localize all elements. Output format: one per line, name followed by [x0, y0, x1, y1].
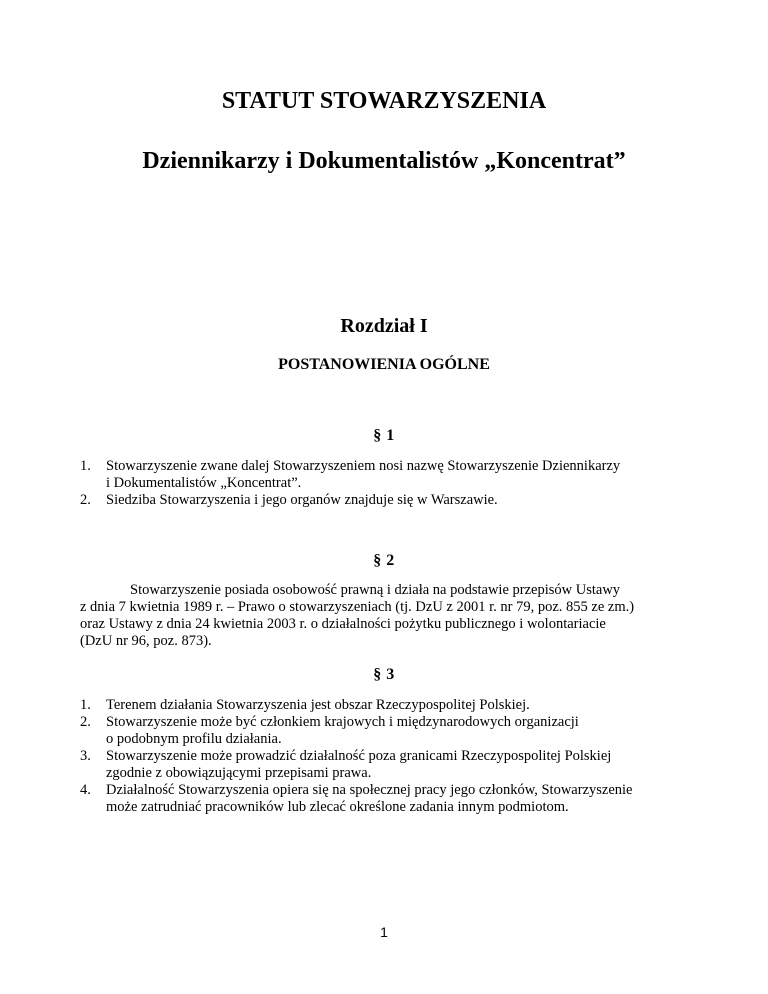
paragraph-2-heading: § 2 [373, 552, 395, 569]
list-item-number: 3. [80, 748, 91, 764]
list-item-line: zgodnie z obowiązującymi przepisami prawa. [106, 765, 372, 781]
list-item-line: Stowarzyszenie zwane dalej Stowarzyszeniem nosi nazwę Stowarzyszenie Dziennikarzy [106, 458, 621, 474]
text-line: z dnia 7 kwietnia 1989 r. – Prawo o stowarzyszeniach (tj. DzU z 2001 r. nr 79, poz. 855 ze zm.) [80, 599, 635, 615]
list-item [80, 492, 700, 509]
paragraph-3-heading: § 3 [373, 666, 395, 683]
list-item-line: Terenem działania Stowarzyszenia jest obszar Rzeczypospolitej Polskiej. [106, 697, 530, 713]
list-item-line: Siedziba Stowarzyszenia i jego organów znajduje się w Warszawie. [106, 492, 498, 508]
list-item-number: 4. [80, 782, 91, 798]
text-line: Stowarzyszenie posiada osobowość prawną i działa na podstawie przepisów Ustawy [130, 582, 621, 598]
list-item [80, 697, 700, 714]
list-item-number: 2. [80, 492, 91, 508]
paragraph-2-text [80, 582, 700, 650]
list-item [80, 748, 700, 782]
chapter-subheading: POSTANOWIENIA OGÓLNE [278, 356, 490, 373]
page-number: 1 [380, 924, 388, 940]
list-item [80, 782, 700, 816]
list-item-line: Działalność Stowarzyszenia opiera się na społecznej pracy jego członków, Stowarzyszenie [106, 782, 633, 798]
list-item-number: 1. [80, 697, 91, 713]
text-line: (DzU nr 96, poz. 873). [80, 633, 212, 649]
paragraph-1-list [80, 458, 700, 509]
text-line: oraz Ustawy z dnia 24 kwietnia 2003 r. o działalności pożytku publicznego i wolontariacie [80, 616, 606, 632]
paragraph-1-heading: § 1 [373, 427, 395, 444]
document-title: STATUT STOWARZYSZENIA [221, 88, 547, 114]
list-item-line: Stowarzyszenie może być członkiem krajowych i międzynarodowych organizacji [106, 714, 579, 730]
list-item-number: 1. [80, 458, 91, 474]
chapter-heading: Rozdział I [340, 315, 428, 337]
document-subtitle: Dziennikarzy i Dokumentalistów „Koncentrat” [142, 148, 626, 174]
list-item-line: może zatrudniać pracowników lub zlecać określone zadania innym podmiotom. [106, 799, 569, 815]
list-item-line: Stowarzyszenie może prowadzić działalność poza granicami Rzeczypospolitej Polskiej [106, 748, 612, 764]
list-item [80, 714, 700, 748]
list-item [80, 458, 700, 492]
list-item-line: i Dokumentalistów „Koncentrat”. [106, 475, 302, 491]
list-item-line: o podobnym profilu działania. [106, 731, 282, 747]
list-item-number: 2. [80, 714, 91, 730]
paragraph-3-list [80, 697, 700, 816]
